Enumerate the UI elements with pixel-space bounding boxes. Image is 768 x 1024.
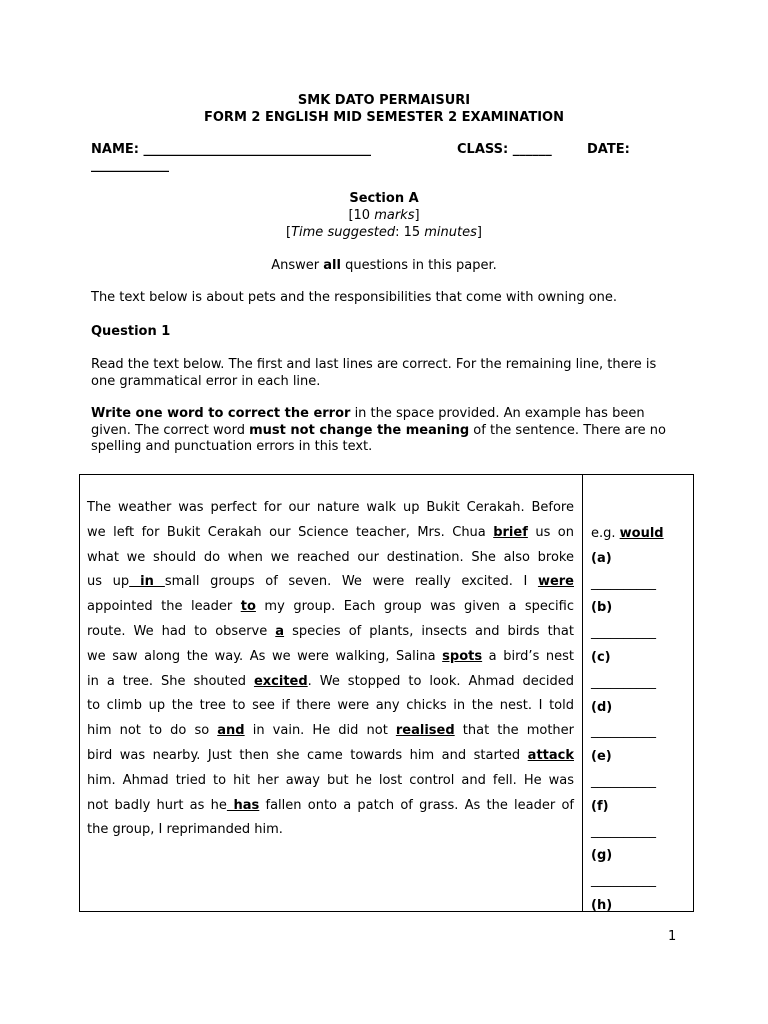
answer-label-b: (b) — [591, 600, 613, 616]
table-divider — [582, 475, 583, 911]
page-number: 1 — [668, 929, 677, 944]
passage-line: we left for Bukit Cerakah our Science teacher, Mrs. Chua brief us on — [87, 524, 574, 540]
answer-label-h: (h) — [591, 897, 613, 913]
passage-line: him not to do so and in vain. He did not realised that the mother — [87, 723, 574, 739]
answer-blank-f[interactable]: __________ — [591, 823, 656, 839]
passage-line: the group, I reprimanded him. — [87, 822, 283, 838]
answer-label-c: (c) — [591, 649, 611, 665]
answer-blank-a[interactable]: __________ — [591, 575, 656, 591]
error-correction-table — [79, 474, 694, 912]
answer-label-a: (a) — [591, 550, 612, 566]
question-title: Question 1 — [91, 324, 171, 339]
passage-line: The weather was perfect for our nature walk up Bukit Cerakah. Before — [87, 500, 574, 515]
passage-line: in a tree. She shouted excited. We stopped to look. Ahmad decided — [87, 673, 574, 689]
example-answer: e.g. would — [591, 526, 664, 541]
passage-line: bird was nearby. Just then she came towards him and started attack — [87, 747, 574, 763]
passage-line: appointed the leader to my group. Each group was given a specific — [87, 599, 574, 615]
passage-line: him. Ahmad tried to hit her away but he lost control and fell. He was — [87, 772, 574, 788]
section-time: [Time suggested: 15 minutes] — [286, 225, 482, 240]
passage-line: route. We had to observe a species of plants, insects and birds that — [87, 623, 574, 639]
write-instruction: Write one word to correct the error in the space provided. An example has been given. The correct word must not change the meaning of the sentence. There are no spelling and punctuation errors in this text. — [91, 406, 666, 454]
passage-line: to climb up the tree to see if there were any chicks in the nest. I told — [87, 698, 574, 714]
answer-blank-g[interactable]: __________ — [591, 873, 656, 889]
answer-column — [591, 522, 691, 919]
class-field-label: CLASS: ______ — [457, 142, 552, 157]
answer-label-f: (f) — [591, 798, 609, 814]
passage-line: what we should do when we reached our destination. She also broke — [87, 549, 574, 565]
passage-line: not badly hurt as he has fallen onto a patch of grass. As the leader of — [87, 797, 574, 813]
answer-label-g: (g) — [591, 848, 613, 864]
answer-blank-d[interactable]: __________ — [591, 724, 656, 740]
answer-instruction: Answer all questions in this paper. — [271, 258, 497, 273]
section-marks: [10 marks] — [348, 208, 420, 223]
name-field-label: NAME: ___________________________________ — [91, 142, 371, 157]
school-name: SMK DATO PERMAISURI — [297, 93, 471, 108]
read-instruction: Read the text below. The first and last lines are correct. For the remaining line, there is one grammatical error in each line. — [91, 357, 657, 389]
passage-line: us up in small groups of seven. We were really excited. I were — [87, 574, 574, 590]
date-field-label: DATE: — [587, 142, 630, 157]
answer-blank-e[interactable]: __________ — [591, 773, 656, 789]
answer-label-d: (d) — [591, 699, 613, 715]
answer-blank-c[interactable]: __________ — [591, 674, 656, 690]
intro-text: The text below is about pets and the responsibilities that come with owning one. — [91, 290, 618, 305]
passage-text — [87, 496, 574, 843]
exam-title: FORM 2 ENGLISH MID SEMESTER 2 EXAMINATION — [204, 110, 564, 125]
passage-line: we saw along the way. As we were walking, Salina spots a bird’s nest — [87, 648, 575, 664]
section-title: Section A — [349, 191, 419, 206]
answer-label-e: (e) — [591, 749, 612, 765]
answer-blank-b[interactable]: __________ — [591, 625, 656, 641]
date-field-line: ____________ — [91, 158, 169, 173]
